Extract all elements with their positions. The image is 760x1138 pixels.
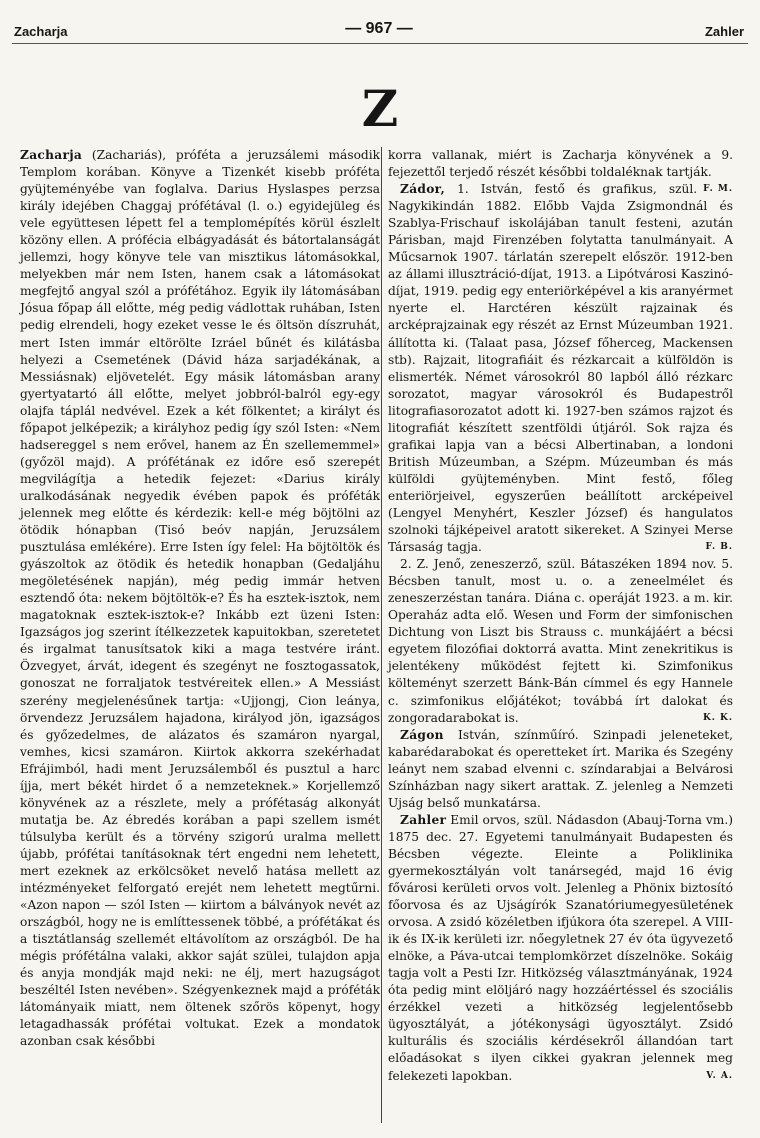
entry-text: 2. Z. Jenő, zeneszerző, szül. Bátaszéken 1894 nov. 5. Bécsben tanult, most u. o. a zeneelmélet és zeneszerzéstan tanára. Diána c. operáját 1923. a m. kir. Operaház adta elő. Wesen und Form der simfonischen Dichtung von Liszt bis Strauss c. munkájáért a bécsi egyetem filozófiai doktorrá avatta. Mint zenekritikus is jelentékeny működést fejtett ki. Szimfonikus költeményt szerzett Bánk-Bán címmel és egy Hannele c. szimfonikus előjátékot; továbbá írt dalokat és zongoradarabokat is.: [388, 557, 733, 725]
author-signature: K. K.: [702, 712, 733, 723]
left-column: [20, 147, 380, 1050]
section-letter: Z: [361, 79, 399, 138]
column-divider: [381, 147, 382, 1123]
entry-text: Emil orvos, szül. Nádasdon (Abauj-Torna vm.) 1875 dec. 27. Egyetemi tanulmányait Budapesten és Bécsben végezte. Eleinte a Poliklinika gyermekosztályán volt tanársegéd, majd 16 évig fővárosi kerületi orvos volt. Jelenleg a Phönix biztosító főorvosa és az Ujságírók Szanatóriumegyesületének orvosa. A zsidó közéletben ifjúkora óta szerepel. A VIII-ik és IX-ik kerületi izr. nőegyletnek 27 év óta ügyvezető elnöke, a Páva-utcai templomkörzet díszelnöke. Sokáig tagja volt a Pesti Izr. Hitközség választmányának, 1924 óta pedig mint elöljáró nagy hozzáértéssel és szociális érzékkel vezeti a hitközség legjelentősebb ügyosztályát, a jótékonysági ügyosztályt. Zsidó kulturális és szociális kérdésekről állandóan tart előadásokat s ilyen cikkei gyakran jelennek meg felekezeti lapokban.: [388, 812, 733, 1083]
entry-zagon-istvan: [388, 727, 733, 812]
header-right-word: Zahler: [704, 24, 744, 39]
header-left-word: Zacharja: [14, 24, 68, 39]
page-number: — 967 —: [345, 20, 413, 37]
entry-text: korra vallanak, miért is Zacharja könyvének a 9. fejezettől terjedő részét későbbi toldaléknak tartják.: [388, 148, 733, 180]
entry-headword: Zahler: [400, 812, 447, 827]
right-column: [388, 147, 733, 1085]
running-header: [14, 18, 744, 40]
entry-text: (Zachariás), próféta a jeruzsálemi második Templom korában. Könyve a Tizenkét kisebb próféta gyüjteményébe van foglalva. Darius Hyslaspes perzsa király idejében Chaggaj prófétával (l. o.) egyidejüleg és vele együttesen lépett fel a templomépítés körül észlelt közöny ellen. A prófécia elbágyadását és bátortalanságát jellemzi, hogy könyve tele van misztikus látomásokkal, melyekben már nem Isten, hanem csak a látomásokat megfejtő angyal szól a prófétához. Egyik ily látomásában Jósua főpap áll előtte, még pedig vádlottak ruhában, Isten pedig elrendeli, hogy ezeket vesse le és öltsön díszruhát, mert Isten immár eltörölte Izráel bűnét és kilátásba helyezi a Csemetének (Dávid háza sarjadékának, a Messiásnak) eljövetelét. Egy másik látomásban arany gyertyatartó áll előtte, melyet jobbról-balról egy-egy olajfa táplál nedvével. Ezek a két fölkentet; a királyt és főpapot jelképezik; a királyhoz pedig így szól Isten: «Nem hadsereggel s nem erővel, hanem az Én szellememmel» (győzöl majd). A prófétának ez időre eső szerepét megvilágítja a hetedik fejezet: «Darius király uralkodásának negyedik évében papok és próféták jelennek meg előtte és kérdezik: kell-e még böjtölni az ötödik hónapban (Tisó beóv napján, Jeruzsálem pusztulása emlékére). Erre Isten így felel: Ha böjtöltök és gyászoltok az ötödik és hetedik honapban (Gedaljáhu megöletésének napján), még pedig immár hetven esztendő óta: nekem böjtöltök-e? És ha esztek-isztok, nem magatoknak esztek-isztok-e? Inkább ezt üzeni Isten: Igazságos jog szerint ítélkezzetek kapuitokban, szeretetet és irgalmat tanusítsatok kiki a maga testvére iránt. Özvegyet, árvát, idegent és szegényt ne fosztogassatok, gonoszat ne forraljatok testvéreitek ellen.» A Messiást szerény megjelenésűnek tartja: «Ujjongj, Cion leánya, örvendezz Jeruzsálem hajadona, királyod jön, igazságos és győzedelmes, de alázatos és szamáron nyargal, vemhes, kicsi szamáron. Kiirtok akkorra szekérhadat Efrájimból, hadi ment Jeruzsálemből és pusztul a harc íjja, mert békét hirdet ő a nemzeteknek.» Korjellemző könyvének az a részlete, mely a prófétaság alkonyát mutatja be. Az ébredés korában a papi szellem ismét túlsulyba került és a törvény szigorú uralma mellett újabb, prófétai tanításoknak tért engedni nem lehetett, mert ezeknek az erkölcsöket nevelő hatása mellett az intézményeket felforgató erejét nem lehetett megtűrni. «Azon napon — szól Isten — kiirtom a bálványok nevét az országból, hogy ne is említtessenek többé, a prófétákat és a tisztátlanság szellemét eltávolítom az országból. De ha mégis prófétálna valaki, akkor saját szülei, tulajdon apja és anyja mondják majd neki: ne élj, mert hazugságot beszéltél Isten nevében». Szégyenkeznek majd a próféták látományaik miatt, nem öltenek szőrös köpenyt, hogy letagadhassák prófétai voltukat. Ezek a mondatok azonban csak későbbi: [20, 148, 380, 1049]
entry-text: 1. István, festő és grafikus, szül. Nagykikindán 1882. Előbb Vajda Zsigmondnál és Szablya-Frischauf iskolájában tanult festeni, azután Párisban, majd Firenzében folytatta tanulmányait. A Műcsarnok 1907. tárlatán szerepelt először. 1912-ben az állami illusztráció-díjat, 1913. a Lipótvárosi Kaszinó-díjat, 1919. pedig egy enteriörképével a kis aranyérmet nyerte el. Harctéren készült rajzainak és arcképrajzainak egy részét az Ernst Múzeumban 1921. állította ki. (Talaat pasa, József főherceg, Mackensen stb). Rajzait, litografiáit és rézkarcait a külföldön is elismerték. Német városokról 80 lapból álló rézkarc sorozatot, magyar városokról és Budapestről litografiasorozatot adott ki. 1927-ben számos rajzot és litografiát készített szentföldi útjáról. Sok rajza és grafikai lapja van a bécsi Albertinaban, a londoni British Múzeumban, a Szépm. Múzeumban és más külföldi gyüjteményben. Mint festő, főleg enteriörjeivel, egyszerűen beállított arcképeivel (Lengyel Menyhért, Keszler József) és hangulatos szolnoki tájképeivel aratott sikereket. A Szinyei Merse Társaság tagja.: [388, 182, 733, 555]
author-signature: F. B.: [705, 542, 733, 553]
entry-zacharja: [20, 147, 380, 1050]
author-signature: F. M.: [703, 184, 733, 195]
entry-zador-istvan: [388, 181, 733, 556]
entry-headword: Zacharja: [20, 148, 83, 162]
entry-headword: Zádor,: [400, 182, 446, 197]
header-rule: [12, 43, 748, 44]
author-signature: V. A.: [706, 1070, 733, 1081]
entry-zahler-emil: [388, 812, 733, 1085]
entry-text: István, színműíró. Szinpadi jeleneteket, kabarédarabokat és operetteket írt. Marika és Szegény leányt nem szabad elvenni c. színdarabjai a Belvárosi Színházban nagy sikert arattak. Z. jelenleg a Nemzeti Ujság belső munkatársa.: [388, 727, 733, 810]
entry-zador-jeno: [388, 556, 733, 726]
entry-headword: Zágon: [400, 727, 444, 742]
